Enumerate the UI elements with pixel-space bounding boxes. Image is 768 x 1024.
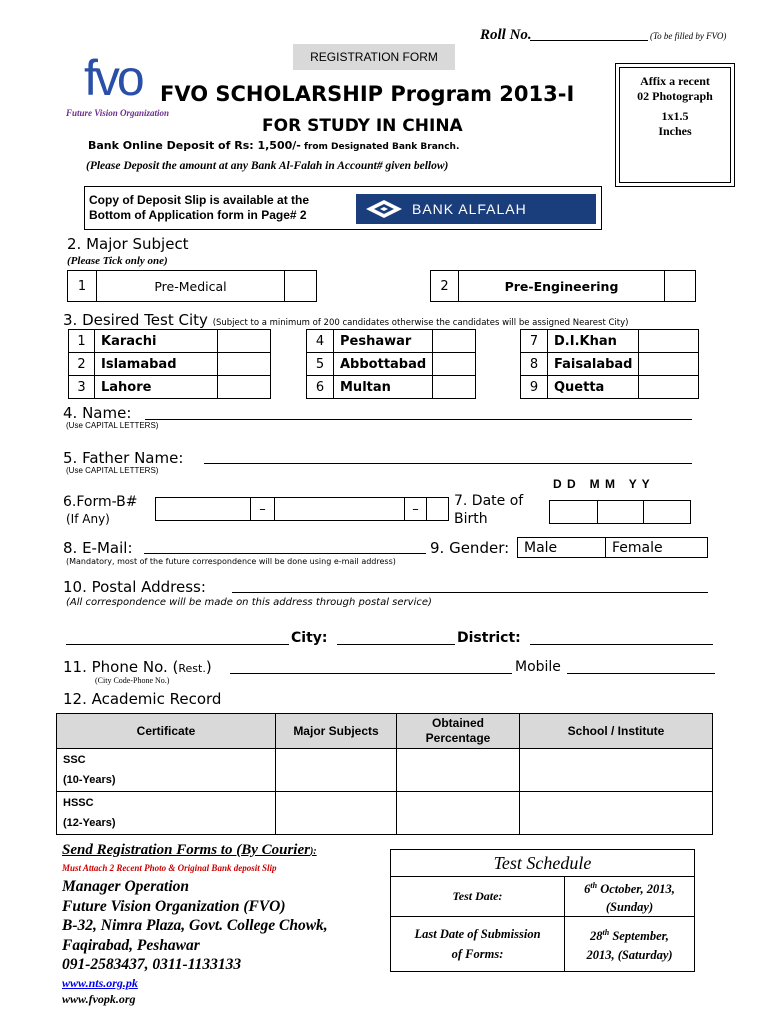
email-input[interactable] — [144, 553, 426, 554]
major-option-name: Pre-Engineering — [459, 271, 665, 302]
city-name: Karachi — [95, 330, 218, 353]
city-name: Faisalabad — [548, 353, 639, 376]
academic-ssc-cell: SSC (10-Years) — [57, 749, 276, 792]
city-checkbox[interactable] — [639, 353, 699, 376]
name-label: 4. Name: — [63, 404, 132, 422]
photo-box[interactable] — [615, 63, 735, 187]
city-column-1 — [68, 329, 271, 399]
test-date-label: Test Date: — [391, 877, 565, 917]
send-heading: Send Registration Forms to (By Courier): — [62, 842, 317, 858]
email-note: (Mandatory, most of the future correspondence will be done using e-mail address) — [66, 557, 396, 566]
dob-input[interactable] — [549, 500, 691, 524]
major-option-checkbox[interactable] — [285, 271, 317, 302]
deposit-info: Bank Online Deposit of Rs: 1,500/- from Designated Bank Branch. — [88, 139, 460, 152]
test-city-label: 3. Desired Test City (Subject to a minimum of 200 candidates otherwise the candidates will be assigned Nearest City) — [63, 311, 629, 329]
city-checkbox[interactable] — [433, 376, 476, 399]
city-num: 1 — [69, 330, 95, 353]
form-b-dash: – — [251, 498, 275, 521]
postal-address-label: 10. Postal Address: — [63, 578, 206, 596]
phone-note: (City Code-Phone No.) — [95, 676, 170, 685]
city-checkbox[interactable] — [433, 330, 476, 353]
city-checkbox[interactable] — [218, 376, 271, 399]
nts-link[interactable]: www.nts.org.pk — [62, 976, 138, 990]
page-subtitle: FOR STUDY IN CHINA — [262, 116, 463, 136]
academic-cell-input[interactable] — [397, 792, 520, 835]
postal-address-note: (All correspondence will be made on this address through postal service) — [66, 597, 432, 608]
bank-name: BANK ALFALAH — [412, 201, 527, 217]
roll-no-note: (To be filled by FVO) — [650, 31, 727, 41]
academic-cell-input[interactable] — [276, 792, 397, 835]
form-b-label: 6.Form-B# — [63, 494, 138, 510]
academic-header-percentage: Obtained Percentage — [397, 714, 520, 749]
city-name: Quetta — [548, 376, 639, 399]
district-input[interactable] — [530, 644, 713, 645]
city-num: 6 — [307, 376, 334, 399]
name-input[interactable] — [145, 419, 692, 420]
city-checkbox[interactable] — [218, 353, 271, 376]
city-column-3 — [520, 329, 699, 399]
city-name: Lahore — [95, 376, 218, 399]
name-note: (Use CAPITAL LETTERS) — [66, 421, 159, 430]
city-num: 7 — [521, 330, 548, 353]
major-subject-label: 2. Major Subject — [67, 235, 189, 253]
deposit-slip-text: Copy of Deposit Slip is available at the Bottom of Application form in Page# 2 — [89, 193, 310, 222]
academic-hssc-cell: HSSC (12-Years) — [57, 792, 276, 835]
academic-cell-input[interactable] — [276, 749, 397, 792]
major-option-checkbox[interactable] — [665, 271, 696, 302]
mobile-label: Mobile — [515, 659, 561, 675]
major-option-num: 2 — [431, 271, 459, 302]
academic-cell-input[interactable] — [520, 792, 713, 835]
father-name-label: 5. Father Name: — [63, 449, 184, 467]
fvo-logo-org: Future Vision Organization — [66, 108, 170, 118]
city-name: Islamabad — [95, 353, 218, 376]
academic-cell-input[interactable] — [397, 749, 520, 792]
send-address: Manager Operation Future Vision Organization (FVO) B-32, Nimra Plaza, Govt. College Chowk, Faqirabad, Peshawar 091-2583437, 0311-1133133 — [62, 878, 328, 973]
last-date-value: 28th September, 2013, (Saturday) — [565, 917, 695, 972]
registration-form-label: REGISTRATION FORM — [293, 44, 455, 70]
academic-header-row — [57, 714, 713, 749]
major-subject-note: (Please Tick only one) — [67, 255, 168, 267]
father-name-note: (Use CAPITAL LETTERS) — [66, 466, 159, 475]
test-schedule-table — [390, 849, 695, 972]
phone-label: 11. Phone No. (Rest.) — [63, 658, 212, 676]
city-label: City: — [291, 630, 328, 646]
gender-label: 9. Gender: — [430, 539, 510, 557]
academic-cell-input[interactable] — [520, 749, 713, 792]
address-line-input[interactable] — [66, 644, 289, 645]
major-option-1 — [67, 270, 317, 302]
gender-options — [517, 537, 708, 558]
form-b-dash: – — [405, 498, 427, 521]
bank-emblem-icon — [364, 198, 404, 220]
send-warning: Must Attach 2 Recent Photo & Original Bank deposit Slip — [62, 863, 277, 873]
table-row — [57, 749, 713, 792]
test-city-note: (Subject to a minimum of 200 candidates otherwise the candidates will be assigned Nearest City) — [212, 318, 629, 328]
city-checkbox[interactable] — [218, 330, 271, 353]
city-checkbox[interactable] — [433, 353, 476, 376]
deposit-slip-box — [84, 186, 602, 230]
fvo-logo — [66, 50, 170, 124]
dob-label: 7. Date of Birth — [454, 493, 524, 527]
city-name: Multan — [334, 376, 433, 399]
city-name: D.I.Khan — [548, 330, 639, 353]
city-num: 5 — [307, 353, 334, 376]
table-row — [57, 792, 713, 835]
photo-box-text: Affix a recent 02 Photograph 1x1.5 Inches — [637, 74, 713, 138]
fvo-logo-letters: fvo — [84, 50, 142, 106]
academic-table — [56, 713, 713, 835]
city-name: Peshawar — [334, 330, 433, 353]
academic-header-certificate: Certificate — [57, 714, 276, 749]
phone-input[interactable] — [230, 673, 512, 674]
last-date-label: Last Date of Submission of Forms: — [391, 917, 565, 972]
form-b-input[interactable] — [155, 497, 449, 521]
test-date-value: 6th October, 2013, (Sunday) — [565, 877, 695, 917]
major-option-name: Pre-Medical — [97, 271, 285, 302]
city-name: Abbottabad — [334, 353, 433, 376]
major-option-num: 1 — [68, 271, 97, 302]
city-num: 3 — [69, 376, 95, 399]
city-num: 9 — [521, 376, 548, 399]
father-name-input[interactable] — [204, 463, 692, 464]
city-checkbox[interactable] — [639, 376, 699, 399]
fvo-website: www.fvopk.org — [62, 992, 136, 1006]
city-checkbox[interactable] — [639, 330, 699, 353]
academic-header-institute: School / Institute — [520, 714, 713, 749]
city-num: 4 — [307, 330, 334, 353]
page-title: FVO SCHOLARSHIP Program 2013-I — [160, 82, 575, 106]
city-column-2 — [306, 329, 476, 399]
dob-header: D D M M Y Y — [553, 477, 651, 491]
major-option-2 — [430, 270, 696, 302]
form-b-note: (If Any) — [66, 512, 110, 526]
gender-male-option[interactable]: Male — [518, 538, 606, 558]
district-label: District: — [457, 630, 521, 646]
test-schedule-title: Test Schedule — [391, 850, 695, 877]
email-label: 8. E-Mail: — [63, 539, 133, 557]
bank-alfalah-logo — [356, 194, 596, 224]
mobile-input[interactable] — [567, 673, 715, 674]
postal-address-input[interactable] — [232, 592, 708, 593]
roll-no-label: Roll No. — [480, 27, 532, 43]
gender-female-option[interactable]: Female — [606, 538, 708, 558]
city-input[interactable] — [337, 644, 455, 645]
city-num: 2 — [69, 353, 95, 376]
city-num: 8 — [521, 353, 548, 376]
roll-no-field[interactable] — [530, 40, 648, 41]
academic-header-subjects: Major Subjects — [276, 714, 397, 749]
deposit-note: (Please Deposit the amount at any Bank Al-Falah in Account# given bellow) — [86, 160, 449, 172]
academic-record-label: 12. Academic Record — [63, 690, 222, 708]
